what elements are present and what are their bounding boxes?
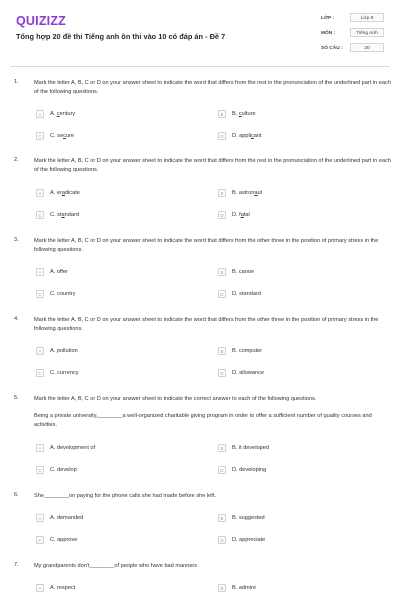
option-letter-badge: C	[36, 211, 44, 219]
question-count-label: SỐ CÂU :	[321, 46, 343, 51]
option-letter-badge: B	[218, 584, 226, 592]
subject-label: MÔN :	[321, 31, 336, 36]
question-text: Mark the letter A, B, C or D on your answer sheet to indicate the word that differs from the other three in the position of primary stress in the following questions.	[34, 317, 379, 332]
page-title: Tổng hợp 20 đề thi Tiếng anh ôn thi vào 10 có đáp án - Đề 7	[16, 32, 226, 41]
option-letter-badge: B	[218, 189, 226, 197]
question-text: My grandparents don't________of people who have bad manners	[34, 563, 198, 569]
option-letter-badge: B	[218, 514, 226, 522]
option-letter-badge: C	[36, 369, 44, 377]
option-letter-badge: A	[36, 268, 44, 276]
option-letter-badge: C	[36, 290, 44, 298]
question-number: 6.	[14, 492, 19, 498]
question-text: She________on paying for the phone calls she had made before she left.	[34, 493, 216, 499]
subject-value: Tiếng Anh	[350, 28, 384, 37]
option-letter-badge: D	[218, 536, 226, 544]
option-letter-badge: B	[218, 268, 226, 276]
worksheet-header	[0, 0, 400, 66]
question-number: 7.	[14, 562, 19, 568]
option-letter-badge: C	[36, 132, 44, 140]
option-letter-badge: A	[36, 110, 44, 118]
quizizz-logo: QUIZIZZ	[16, 14, 67, 28]
option-letter-badge: A	[36, 584, 44, 592]
grade-value: Lớp 9	[350, 13, 384, 22]
option-letter-badge: C	[36, 466, 44, 474]
question-number: 5.	[14, 395, 19, 401]
question-number: 3.	[14, 237, 19, 243]
question-text: Mark the letter A, B, C or D on your answer sheet to indicate the word that differs from the rest in the pronunciation of the underlined part in each of the following questions.	[34, 158, 391, 173]
option-letter-badge: D	[218, 211, 226, 219]
option-letter-badge: D	[218, 132, 226, 140]
option-letter-badge: C	[36, 536, 44, 544]
option-letter-badge: D	[218, 290, 226, 298]
option-letter-badge: B	[218, 444, 226, 452]
grade-label: LỚP :	[321, 16, 335, 21]
option-letter-badge: D	[218, 369, 226, 377]
question-number: 1.	[14, 79, 19, 85]
question-text: Mark the letter A, B, C or D on your answer sheet to indicate the word that differs from the other three in the position of primary stress in the following questions.	[34, 238, 379, 253]
question-stem: Being a private university,________a well-organized charitable giving program in order to offer a sufficient number of quality courses and activities.	[34, 413, 372, 428]
question-number: 4.	[14, 316, 19, 322]
question-text: Mark the letter A, B, C or D on your answer sheet to indicate the word that differs from the rest in the pronunciation of the underlined part in each of the following questions.	[34, 80, 391, 95]
header-divider	[10, 66, 390, 67]
option-letter-badge: B	[218, 110, 226, 118]
option-letter-badge: A	[36, 347, 44, 355]
option-letter-badge: A	[36, 444, 44, 452]
question-number: 2.	[14, 157, 19, 163]
option-letter-badge: A	[36, 514, 44, 522]
option-letter-badge: D	[218, 466, 226, 474]
question-text: Mark the letter A, B, C or D on your answer sheet to indicate the correct answer to each of the following questions.	[34, 396, 317, 402]
question-count-value: 30	[350, 43, 384, 52]
option-letter-badge: A	[36, 189, 44, 197]
option-letter-badge: B	[218, 347, 226, 355]
